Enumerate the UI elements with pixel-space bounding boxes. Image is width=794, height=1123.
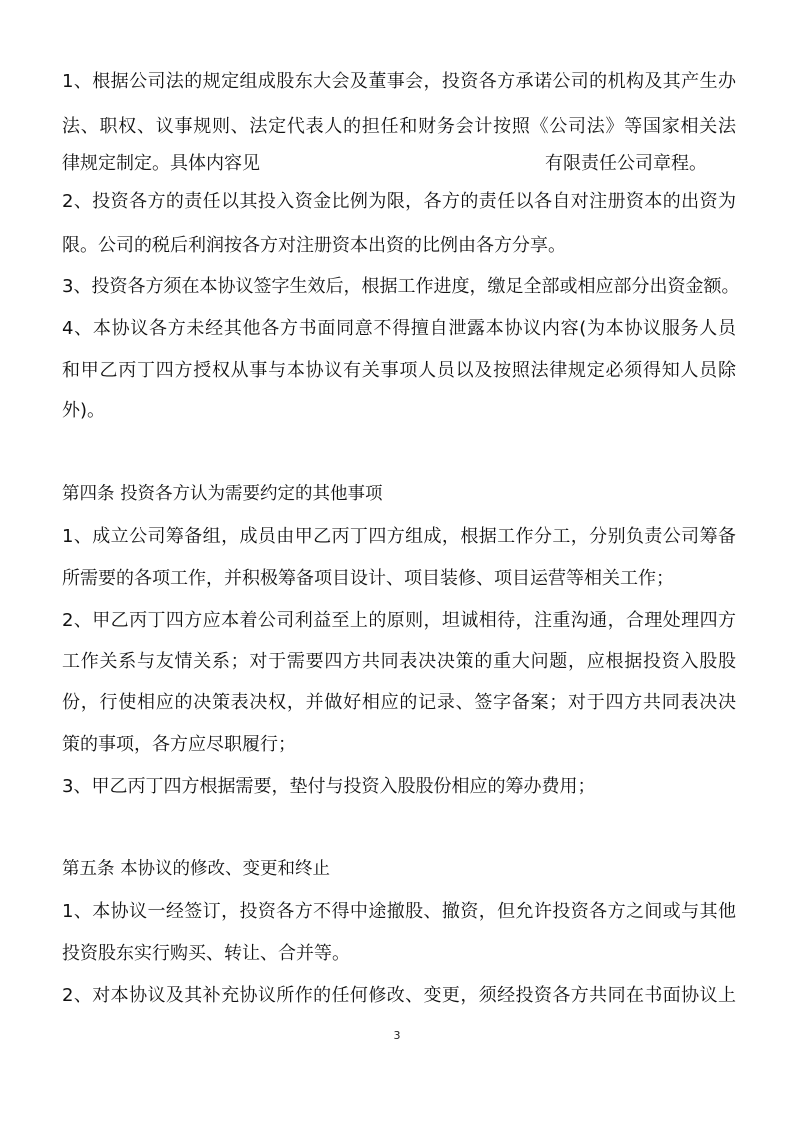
clause-3-1-line-2: 法、职权、议事规则、法定代表人的担任和财务会计按照《公司法》等国家相关法 [62, 116, 736, 137]
clause-4-3-line-1: 3、甲乙丙丁四方根据需要，垫付与投资入股股份相应的筹办费用； [62, 776, 596, 797]
clause-5-2-line-1: 2、对本协议及其补充协议所作的任何修改、变更，须经投资各方共同在书面协议上 [62, 985, 736, 1006]
clause-3-1-line-3a: 律规定制定。具体内容见 [62, 153, 260, 174]
page-number: 3 [393, 1029, 401, 1042]
clause-5-1-line-2: 投资股东实行购买、转让、合并等。 [62, 943, 350, 964]
clause-4-2-line-1: 2、甲乙丙丁四方应本着公司利益至上的原则，坦诚相待，注重沟通，合理处理四方 [62, 610, 736, 631]
article-5-heading: 第五条 本协议的修改、变更和终止 [62, 859, 331, 879]
clause-4-1-line-1: 1、成立公司筹备组，成员由甲乙丙丁四方组成，根据工作分工，分别负责公司筹备 [62, 526, 736, 547]
clause-4-2-line-4: 策的事项，各方应尽职履行； [62, 734, 296, 755]
clause-3-4-line-3: 外)。 [62, 400, 106, 421]
clause-3-3-line-1: 3、投资各方须在本协议签字生效后，根据工作进度，缴足全部或相应部分出资金额。 [62, 276, 740, 297]
article-4-heading: 第四条 投资各方认为需要约定的其他事项 [62, 484, 383, 504]
clause-5-1-line-1: 1、本协议一经签订，投资各方不得中途撤股、撤资，但允许投资各方之间或与其他 [62, 901, 736, 922]
clause-3-4-line-2: 和甲乙丙丁四方授权从事与本协议有关事项人员以及按照法律规定必须得知人员除 [62, 360, 736, 381]
clause-3-2-line-1: 2、投资各方的责任以其投入资金比例为限，各方的责任以各自对注册资本的出资为 [62, 191, 736, 212]
clause-3-1-line-3b: 有限责任公司章程。 [545, 153, 707, 174]
clause-4-1-line-2: 所需要的各项工作，并积极筹备项目设计、项目装修、项目运营等相关工作； [62, 568, 674, 589]
clause-3-2-line-2: 限。公司的税后利润按各方对注册资本出资的比例由各方分享。 [62, 235, 566, 256]
clause-3-1-line-1: 1、根据公司法的规定组成股东大会及董事会，投资各方承诺公司的机构及其产生办 [62, 71, 736, 92]
clause-4-2-line-3: 份，行使相应的决策表决权，并做好相应的记录、签字备案；对于四方共同表决决 [62, 692, 736, 713]
clause-3-4-line-1: 4、本协议各方未经其他各方书面同意不得擅自泄露本协议内容(为本协议服务人员 [62, 318, 736, 339]
clause-4-2-line-2: 工作关系与友情关系；对于需要四方共同表决决策的重大问题，应根据投资入股股 [62, 651, 736, 672]
